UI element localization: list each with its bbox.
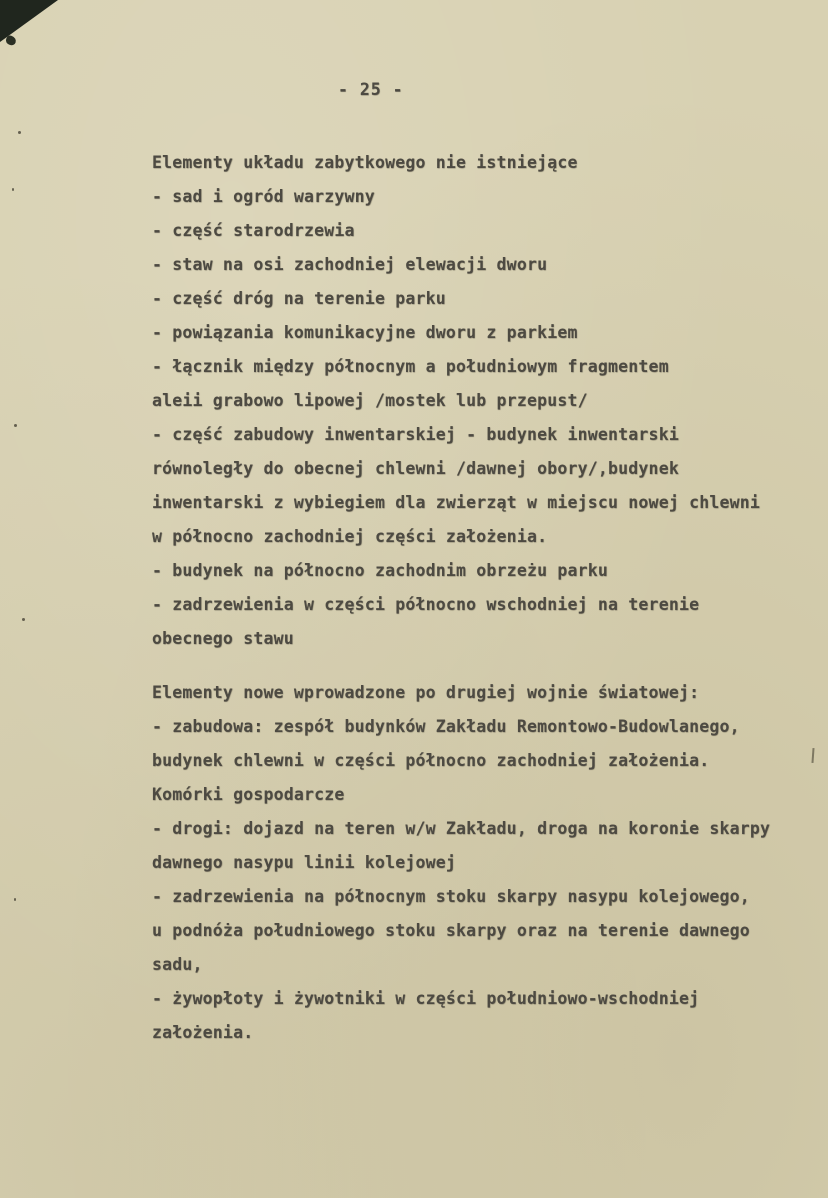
text-line: sadu, [152,955,203,974]
text-line: u podnóża południowego stoku skarpy oraz na terenie dawnego [152,921,750,940]
document-body [152,146,792,1050]
text-line: aleii grabowo lipowej /mostek lub przepust/ [152,391,588,410]
text-line: - żywopłoty i żywotniki w części południowo-wschodniej [152,989,700,1008]
text-line: w północno zachodniej części założenia. [152,527,548,546]
text-line: obecnego stawu [152,629,294,648]
text-line: - staw na osi zachodniej elewacji dworu [152,255,548,274]
text-line: - łącznik między północnym a południowym fragmentem [152,357,669,376]
page-number: - 25 - [338,80,404,99]
text-line: - drogi: dojazd na teren w/w Zakładu, droga na koronie skarpy [152,819,771,838]
text-line: dawnego nasypu linii kolejowej [152,853,457,872]
text-line: - zadrzewienia na północnym stoku skarpy nasypu kolejowego, [152,887,750,906]
text-line: - część zabudowy inwentarskiej - budynek inwentarski [152,425,679,444]
text-line: równoległy do obecnej chlewni /dawnej obory/,budynek [152,459,679,478]
text-line: - część dróg na terenie parku [152,289,446,308]
text-line: - budynek na północno zachodnim obrzeżu parku [152,561,609,580]
section-new-elements [152,676,792,1050]
text-line: założenia. [152,1023,254,1042]
text-line: budynek chlewni w części północno zachodniej założenia. [152,751,710,770]
text-line: - zabudowa: zespół budynków Zakładu Remontowo-Budowlanego, [152,717,740,736]
text-line: - powiązania komunikacyjne dworu z parkiem [152,323,578,342]
scan-edge-mark [811,748,814,763]
text-line: - część starodrzewia [152,221,355,240]
text-line: inwentarski z wybiegiem dla zwierząt w miejscu nowej chlewni [152,493,761,512]
section-missing-elements [152,146,792,656]
text-line: - zadrzewienia w części północno wschodniej na terenie [152,595,700,614]
section-heading: Elementy nowe wprowadzone po drugiej wojnie światowej: [152,683,700,702]
text-line: - sad i ogród warzywny [152,187,375,206]
section-heading: Elementy układu zabytkowego nie istniejące [152,153,578,172]
scan-corner-speck [5,35,17,47]
scan-speck [18,131,21,134]
text-line: Komórki gospodarcze [152,785,345,804]
scan-speck [14,424,17,427]
scan-speck [22,618,25,621]
scan-speck [12,188,14,191]
scan-speck [14,898,16,901]
